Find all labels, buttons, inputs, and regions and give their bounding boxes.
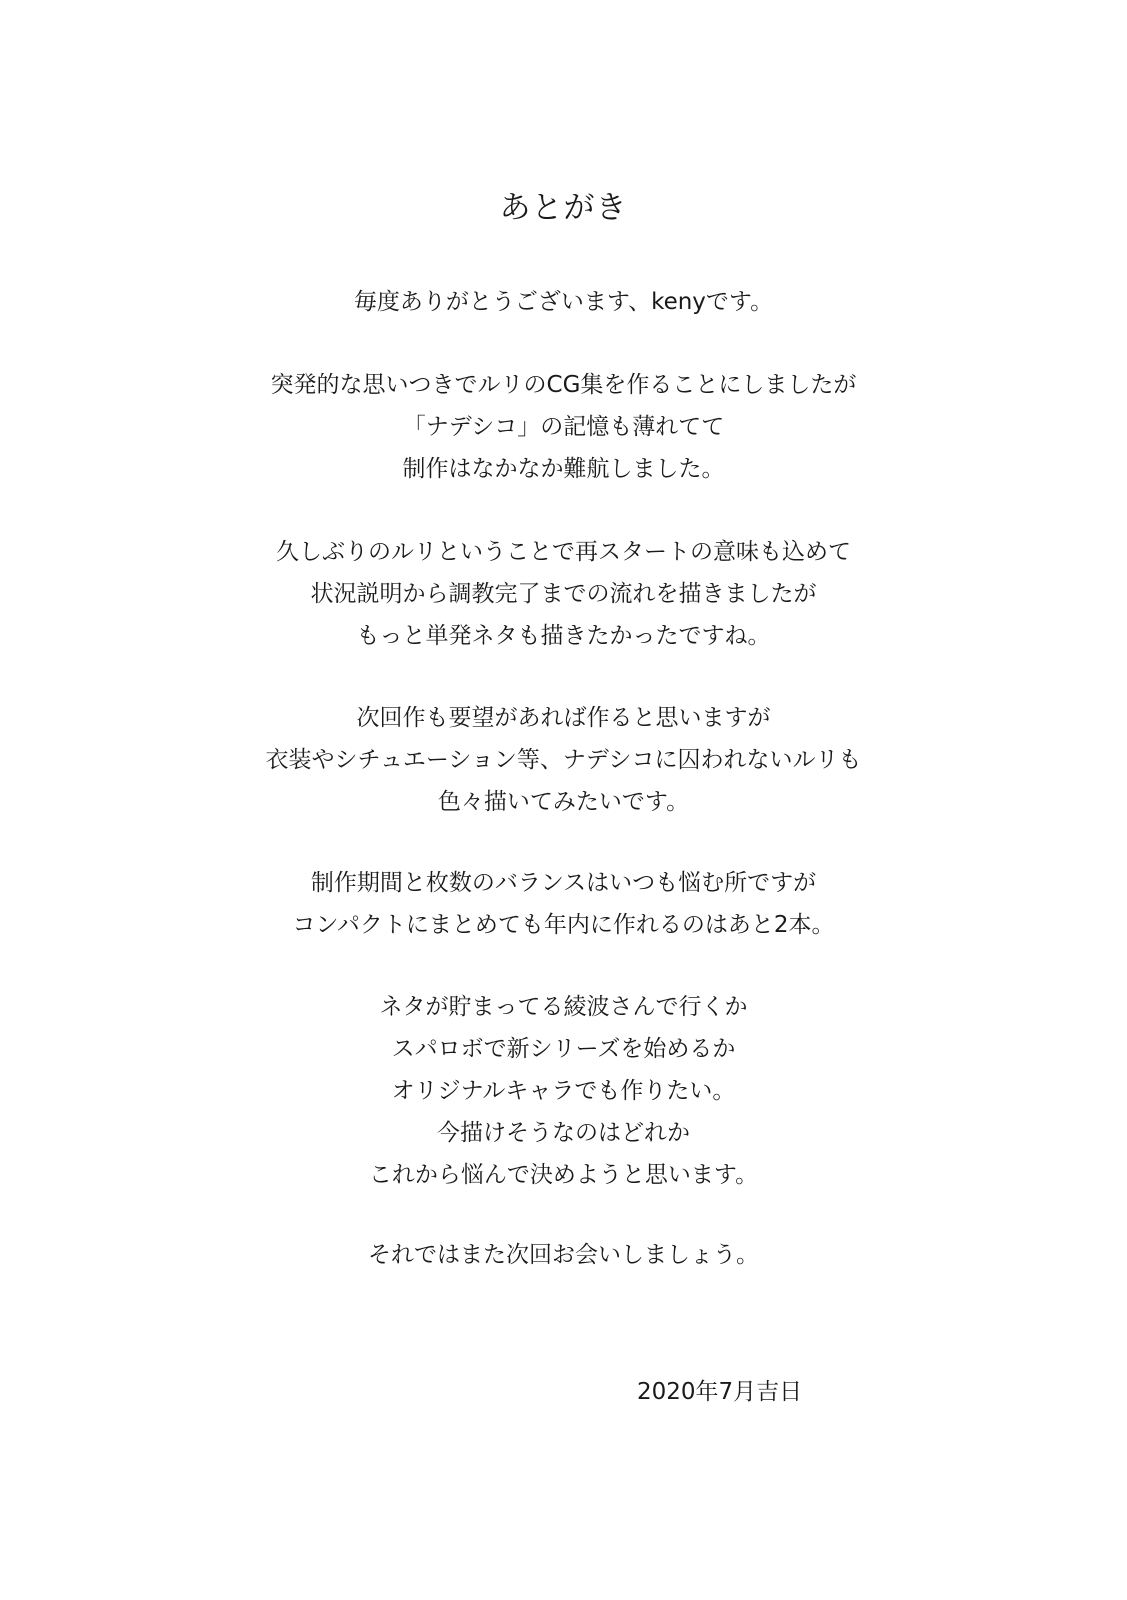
date-signature: 2020年7月吉日: [637, 1379, 803, 1405]
text-line: スパロボで新シリーズを始めるか: [391, 1036, 736, 1062]
paragraph-plans: [0, 986, 1127, 1196]
text-line: もっと単発ネタも描きたかったですね。: [356, 623, 771, 649]
text-line: 色々描いてみたいです。: [437, 789, 690, 815]
text-line: 突発的な思いつきでルリのCG集を作ることにしましたが: [270, 372, 857, 398]
text-line: 制作はなかなか難航しました。: [402, 456, 725, 482]
text-line: ネタが貯まってる綾波さんで行くか: [379, 994, 748, 1020]
text-line: コンパクトにまとめても年内に作れるのはあと2本。: [292, 912, 835, 938]
text-line: これから悩んで決めようと思います。: [368, 1162, 759, 1188]
paragraph-restart: [0, 531, 1127, 657]
text-line: 毎度ありがとうございます、kenyです。: [353, 289, 774, 315]
paragraph-schedule: [0, 862, 1127, 946]
text-line: それではまた次回お会いしましょう。: [368, 1242, 759, 1268]
text-line: 状況説明から調教完了までの流れを描きましたが: [310, 581, 817, 607]
page-title: あとがき: [499, 190, 628, 226]
text-line: 次回作も要望があれば作ると思いますが: [356, 705, 771, 731]
paragraph-greeting: [0, 281, 1127, 323]
paragraph-next-work: [0, 697, 1127, 823]
paragraph-closing: [0, 1234, 1127, 1276]
text-line: オリジナルキャラでも作りたい。: [391, 1078, 736, 1104]
text-line: 「ナデシコ」の記憶も薄れてて: [402, 414, 725, 440]
text-line: 今描けそうなのはどれか: [437, 1120, 690, 1146]
text-line: 衣装やシチュエーション等、ナデシコに囚われないルリも: [265, 747, 862, 773]
text-line: 制作期間と枚数のバランスはいつも悩む所ですが: [310, 870, 817, 896]
paragraph-production: [0, 364, 1127, 490]
text-line: 久しぶりのルリということで再スタートの意味も込めて: [276, 539, 851, 565]
